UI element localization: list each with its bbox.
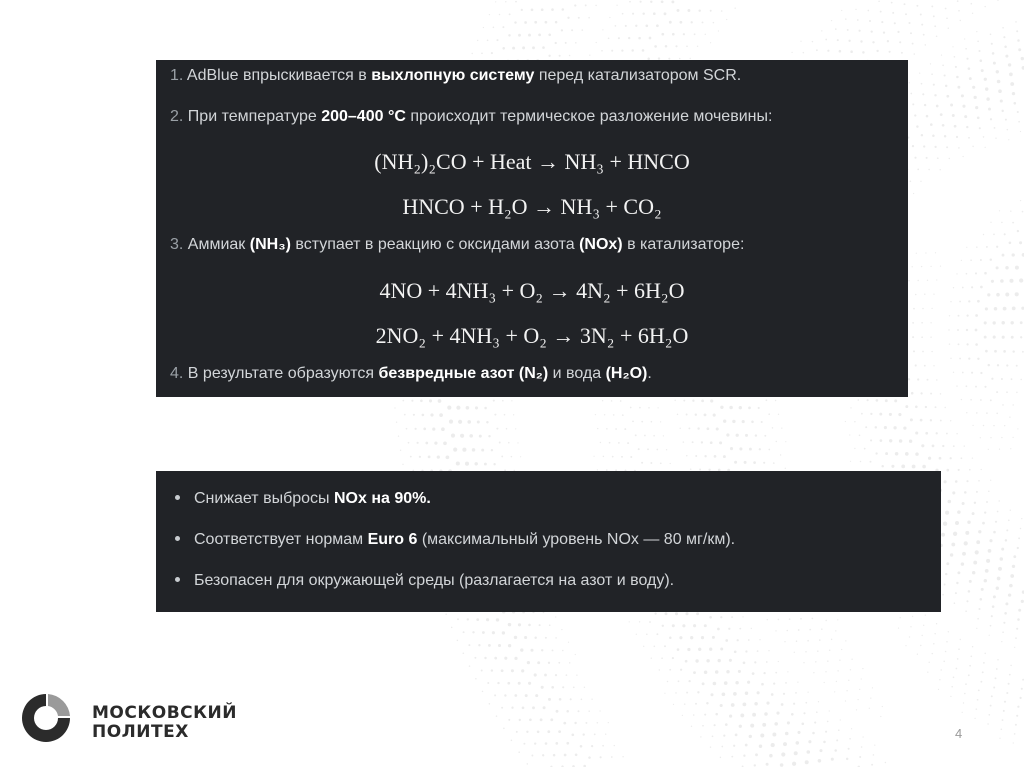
benefit-item [170,530,735,550]
bold-text-run: Euro 6 [367,531,418,548]
text-run: Снижает выбросы [194,490,334,507]
text-run: вступает в реакцию с оксидами азота [290,236,580,253]
step-number: 3. [170,236,184,253]
text-run: При температуре [187,108,322,125]
step-text [188,236,745,253]
text-run: (максимальный уровень NOx — 80 мг/км). [417,531,736,548]
formula-hnco-hydrolysis: HNCO + H₂O → NH₃ + CO₂ [402,194,662,219]
formula-urea-decomposition: (NH₂)₂CO + Heat → NH₃ + HNCO [374,149,690,174]
step-4 [170,364,652,384]
text-run: . [647,365,652,382]
step-number: 4. [170,365,184,382]
text-run: Аммиак [187,236,250,253]
benefit-text [194,531,735,548]
bullet-icon [175,577,180,582]
text-run: перед катализатором SCR. [534,67,742,84]
step-number: 1. [170,67,184,84]
text-run: Безопасен для окружающей среды (разлагается на азот и воду). [194,572,675,589]
bold-text-run: безвредные азот (N₂) [378,365,549,382]
step-text [188,108,773,125]
bullet-icon [175,495,180,500]
moscow-polytech-ring-icon [18,690,74,746]
scr-process-panel [156,60,908,397]
page-number: 4 [955,726,963,741]
benefit-text [194,572,674,589]
text-run: В результате образуются [187,365,379,382]
bold-text-run: 200–400 °C [321,108,406,125]
text-run: происходит термическое разложение мочевины: [405,108,773,125]
step-2 [170,107,772,127]
step-text [187,67,741,84]
step-text [188,365,652,382]
bold-text-run: NOx на 90%. [333,490,431,507]
formula-no2-reduction: 2NO₂ + 4NH₃ + O₂ → 3N₂ + 6H₂O [375,323,689,348]
step-1 [170,66,741,86]
text-run: и вода [548,365,606,382]
benefits-panel [156,471,941,612]
text-run: Соответствует нормам [194,531,368,548]
logo-wordmark [92,704,237,742]
bold-text-run: выхлопную систему [371,67,535,84]
text-run: в катализаторе: [622,236,745,253]
text-run: AdBlue впрыскивается в [186,67,372,84]
step-number: 2. [170,108,184,125]
benefit-text [194,490,431,507]
bold-text-run: (NH₃) [249,236,291,253]
step-3 [170,235,744,255]
bold-text-run: (H₂O) [605,365,648,382]
bullet-icon [175,536,180,541]
formula-no-reduction: 4NO + 4NH₃ + O₂ → 4N₂ + 6H₂O [379,278,685,303]
bold-text-run: (NOx) [579,236,623,253]
benefit-item [170,571,674,591]
benefit-item [170,489,431,509]
logo-line-2: ПОЛИТЕХ [92,722,189,742]
logo-line-1: МОСКОВСКИЙ [92,703,237,723]
